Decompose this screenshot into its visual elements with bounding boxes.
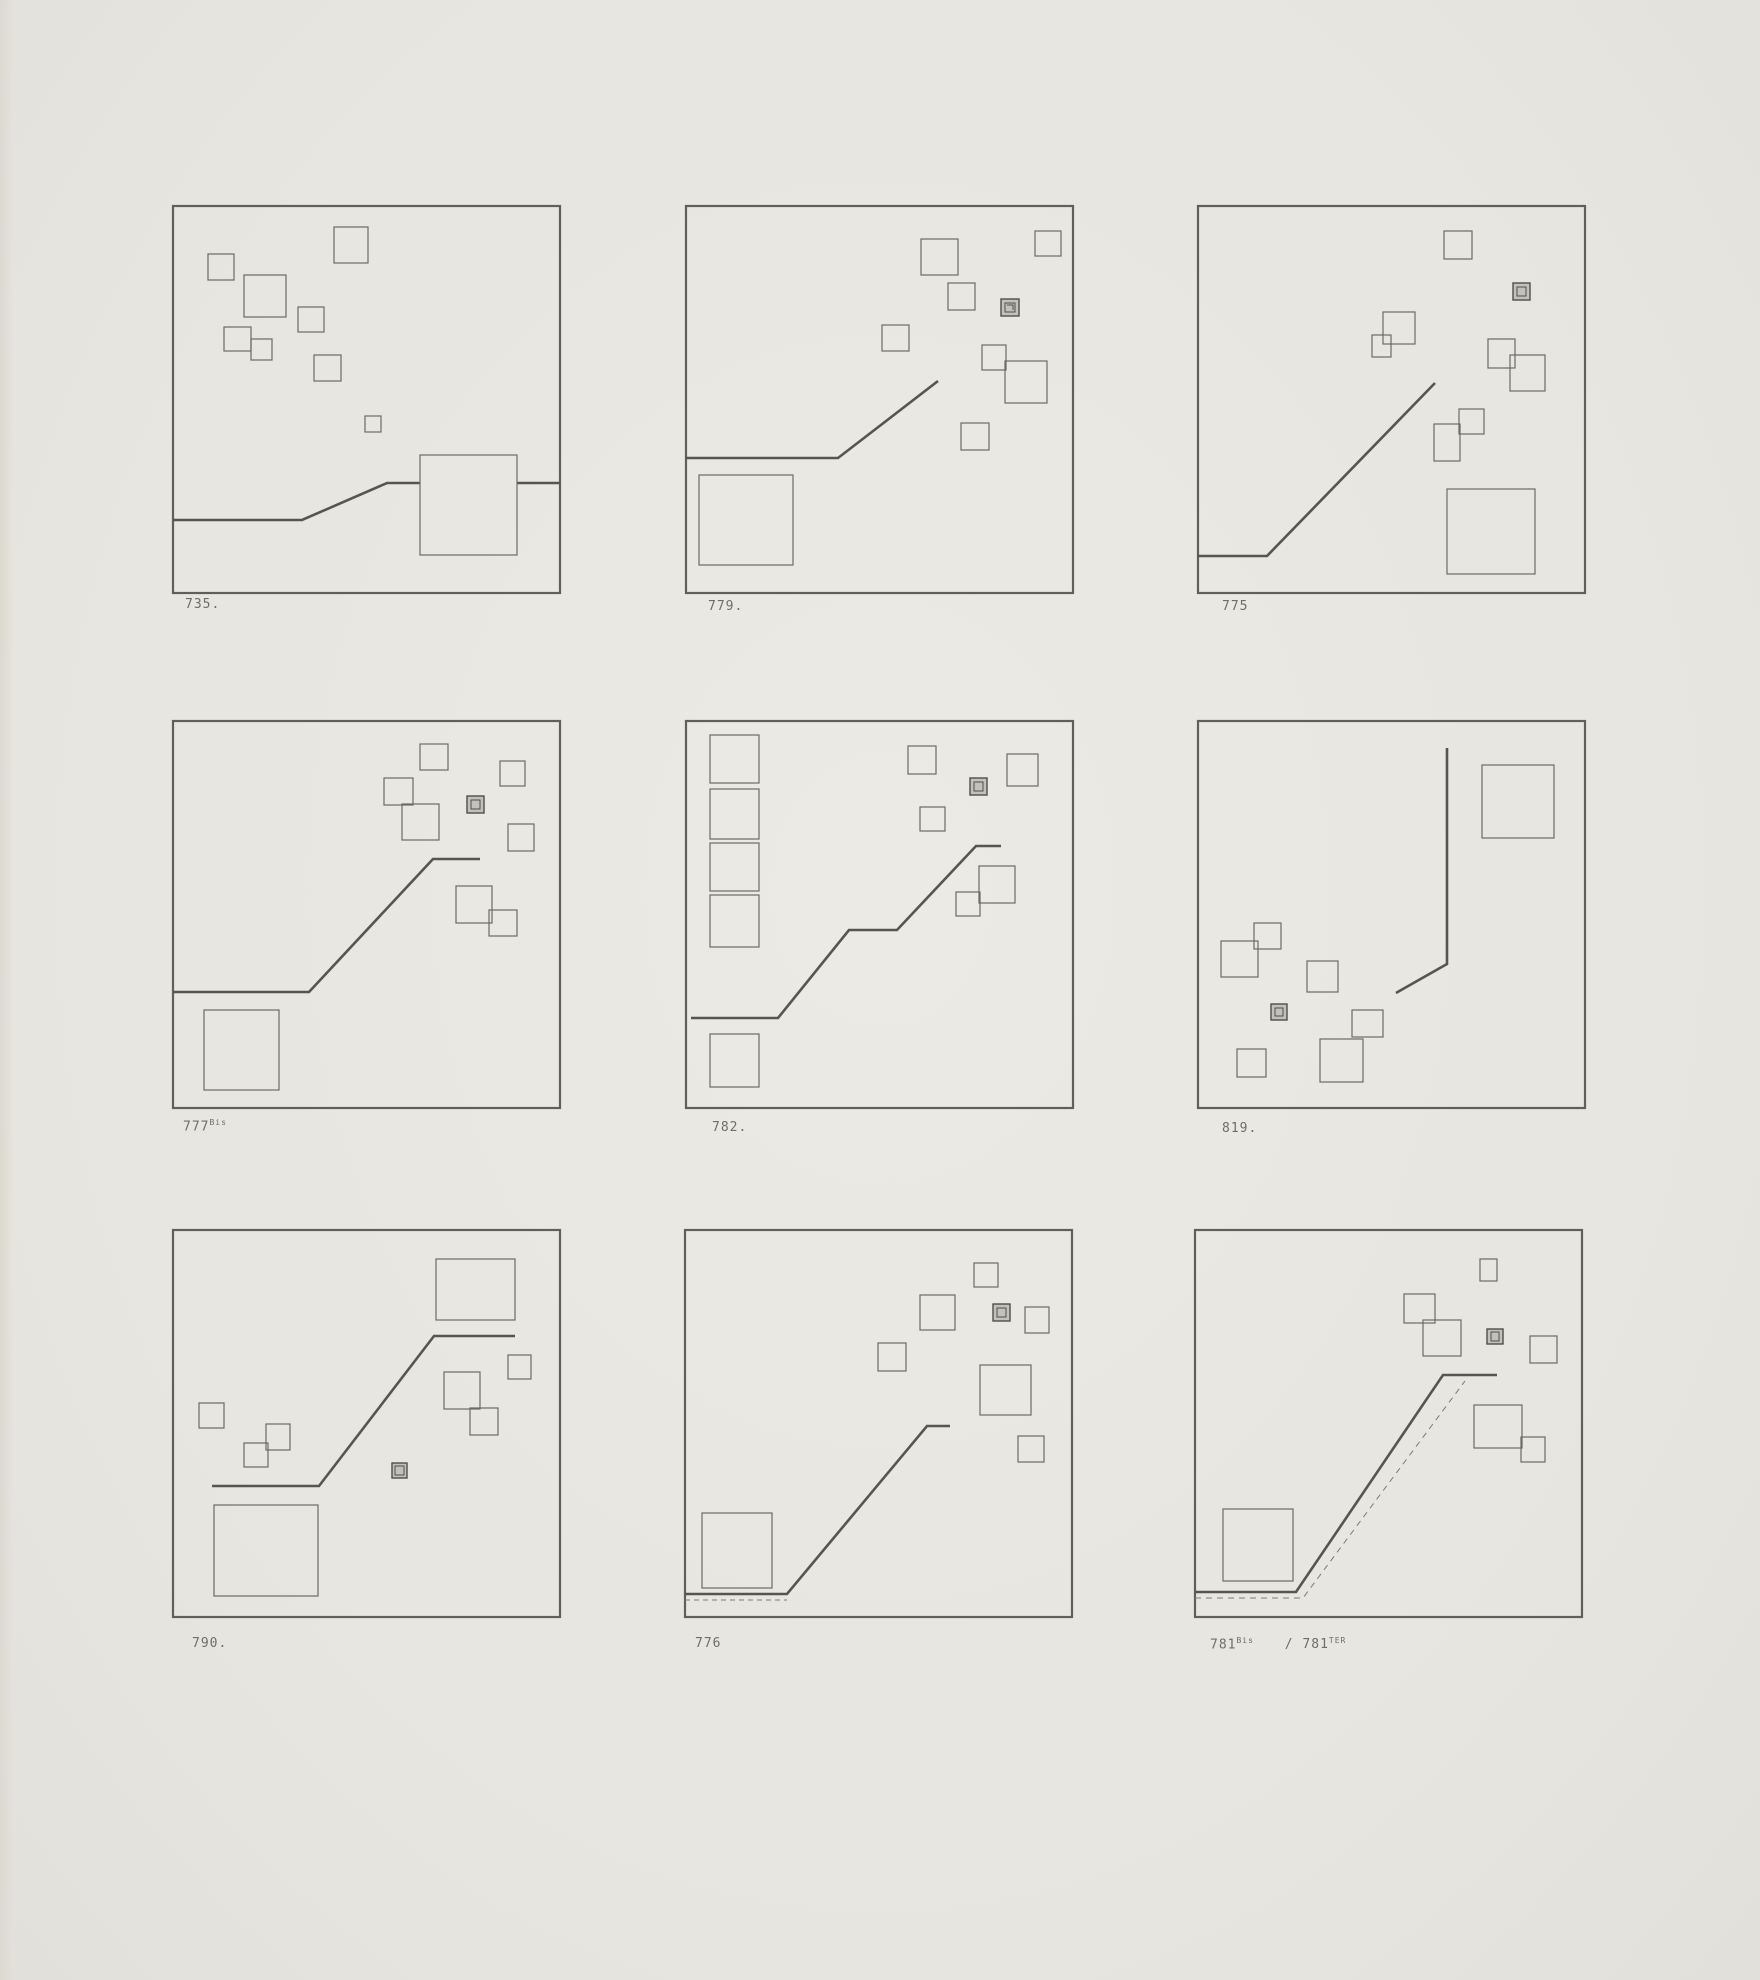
caption-782 (712, 1120, 747, 1135)
caption-776-text: 776 (695, 1636, 722, 1651)
caption-777 (183, 1118, 227, 1134)
study-panel-779 (685, 205, 1080, 600)
caption-776 (695, 1636, 721, 1651)
pencil-study-790 (172, 1229, 567, 1624)
pencil-study-776 (684, 1229, 1079, 1624)
caption-819 (1222, 1121, 1257, 1136)
caption-735-text: 735. (185, 597, 221, 612)
caption-775 (1222, 599, 1248, 614)
caption-779 (708, 599, 743, 614)
caption-779-text: 779. (708, 599, 744, 614)
caption-777-text: 777 (183, 1119, 210, 1135)
pencil-study-777 (172, 720, 567, 1115)
caption-819-text: 819. (1222, 1121, 1258, 1136)
caption-781-suffix: Bis (1236, 1636, 1254, 1645)
caption-790-text: 790. (192, 1636, 228, 1651)
caption-781-text: 781 (1210, 1637, 1237, 1653)
caption-781-ter-text: / 781 (1284, 1637, 1329, 1653)
pencil-study-782 (685, 720, 1080, 1115)
pencil-study-781 (1194, 1229, 1589, 1624)
pencil-study-779 (685, 205, 1080, 600)
study-panel-782 (685, 720, 1080, 1115)
caption-775-text: 775 (1222, 599, 1249, 614)
study-panel-781 (1194, 1229, 1589, 1624)
caption-781 (1210, 1636, 1346, 1652)
study-panel-790 (172, 1229, 567, 1624)
paper-edge (0, 0, 14, 1980)
pencil-study-735 (172, 205, 567, 600)
caption-735 (185, 597, 220, 612)
pencil-study-819 (1197, 720, 1592, 1115)
study-panel-776 (684, 1229, 1079, 1624)
study-panel-775 (1197, 205, 1592, 600)
study-panel-819 (1197, 720, 1592, 1115)
caption-781-ter-suffix: TER (1328, 1636, 1347, 1645)
study-panel-735 (172, 205, 567, 600)
caption-777-suffix: Bis (209, 1118, 227, 1127)
caption-790 (192, 1636, 227, 1651)
pencil-study-775 (1197, 205, 1592, 600)
caption-782-text: 782. (712, 1120, 748, 1135)
study-panel-777 (172, 720, 567, 1115)
